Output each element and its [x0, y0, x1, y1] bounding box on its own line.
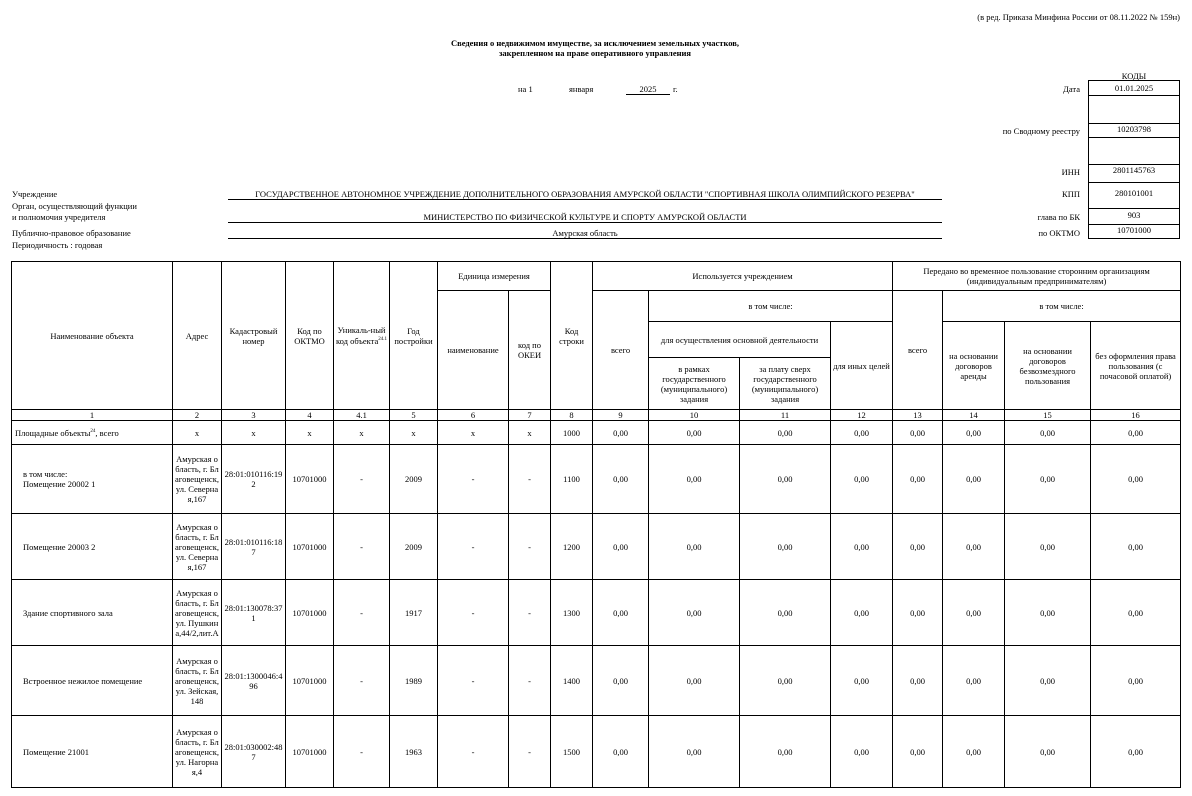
value-cell: 0,00 [740, 580, 831, 646]
value-cell: 0,00 [1091, 646, 1181, 716]
row-prefix: в том числе: [23, 469, 68, 479]
date-month: января [569, 84, 594, 94]
total-cell: 0,00 [831, 421, 893, 445]
value-cell: 0,00 [943, 514, 1005, 580]
col-number: 13 [893, 410, 943, 421]
codes-value-inn: 2801145763 [1088, 164, 1180, 183]
value-cell: 0,00 [649, 716, 740, 788]
header-oktmo: Код по ОКТМО [286, 262, 334, 410]
codes-value-date: 01.01.2025 [1088, 80, 1180, 96]
total-cell: 1000 [551, 421, 593, 445]
value-cell: 0,00 [1091, 445, 1181, 514]
unit-name-cell: - [438, 716, 509, 788]
address-cell: Амурская область, г. Благовещенск, ул. Пушкина,44/2,лит.А [173, 580, 222, 646]
address-cell: Амурская область, г. Благовещенск, ул. Зейская, 148 [173, 646, 222, 716]
col-number: 1 [12, 410, 173, 421]
cadastral-cell: 28:01:010116:187 [222, 514, 286, 580]
value-cell: 0,00 [893, 445, 943, 514]
value-cell: 0,00 [1005, 580, 1091, 646]
founder-label-2: и полномочия учредителя [12, 212, 106, 222]
value-cell: 0,00 [831, 445, 893, 514]
total-row-name-text: Площадные объекты [15, 427, 91, 438]
codes-spacer-2 [1088, 137, 1180, 165]
header-unique-code-text: Уникаль-ный код объекта [335, 325, 386, 346]
edition-note: (в ред. Приказа Минфина России от 08.11.2022 № 159н) [977, 12, 1180, 22]
year-cell: 1963 [390, 716, 438, 788]
oktmo-cell: 10701000 [286, 716, 334, 788]
total-row-sup: 24 [90, 429, 96, 435]
object-name: Помещение 20002 1 [23, 479, 96, 489]
header-used-incl: в том числе: [649, 291, 893, 322]
oktmo-cell: 10701000 [286, 514, 334, 580]
col-number: 8 [551, 410, 593, 421]
total-cell: х [334, 421, 390, 445]
row-code-cell: 1100 [551, 445, 593, 514]
col-number: 9 [593, 410, 649, 421]
value-cell: 0,00 [740, 716, 831, 788]
header-free: на основании договоров безвозмездного пользования [1005, 322, 1091, 410]
year-cell: 1989 [390, 646, 438, 716]
codes-label-oktmo: по ОКТМО [1038, 228, 1080, 238]
header-main-activity: для осуществления основной деятельности [649, 322, 831, 358]
founder-value: МИНИСТЕРСТВО ПО ФИЗИЧЕСКОЙ КУЛЬТУРЕ И СПОРТУ АМУРСКОЙ ОБЛАСТИ [228, 212, 942, 223]
value-cell: 0,00 [831, 646, 893, 716]
col-number: 11 [740, 410, 831, 421]
form-title-line-2: закрепленном на праве оперативного управления [499, 48, 691, 58]
header-tr-total: всего [893, 291, 943, 410]
value-cell: 0,00 [593, 445, 649, 514]
total-cell: х [173, 421, 222, 445]
value-cell: 0,00 [649, 445, 740, 514]
value-cell: 0,00 [943, 580, 1005, 646]
institution-value: ГОСУДАРСТВЕННОЕ АВТОНОМНОЕ УЧРЕЖДЕНИЕ ДОПОЛНИТЕЛЬНОГО ОБРАЗОВАНИЯ АМУРСКОЙ ОБЛАСТИ "СПОРТИВНАЯ ШКОЛА ОЛИМПИЙСКОГО РЕЗЕРВА" [228, 189, 942, 200]
value-cell: 0,00 [1091, 580, 1181, 646]
okei-cell: - [509, 514, 551, 580]
row-code-cell: 1300 [551, 580, 593, 646]
codes-value-registry: 10203798 [1088, 123, 1180, 138]
total-row-name [12, 421, 173, 445]
header-year: Год постройки [390, 262, 438, 410]
date-suffix: г. [673, 84, 678, 94]
total-cell: 0,00 [649, 421, 740, 445]
header-other: для иных целей [831, 322, 893, 410]
codes-value-kpp: 280101001 [1088, 182, 1180, 209]
col-number: 14 [943, 410, 1005, 421]
header-unit-name: наименование [438, 291, 509, 410]
oktmo-cell: 10701000 [286, 445, 334, 514]
value-cell: 0,00 [831, 580, 893, 646]
codes-value-bk: 903 [1088, 208, 1180, 225]
col-number: 2 [173, 410, 222, 421]
total-row [12, 421, 1181, 445]
object-name: Встроенное нежилое помещение [23, 675, 143, 686]
total-cell: 0,00 [1005, 421, 1091, 445]
codes-label-kpp: КПП [1062, 189, 1080, 199]
okei-cell: - [509, 646, 551, 716]
okei-cell: - [509, 580, 551, 646]
cadastral-cell: 28:01:010116:192 [222, 445, 286, 514]
table-row [12, 646, 1181, 716]
table-row [12, 716, 1181, 788]
object-name: Помещение 21001 [23, 746, 89, 757]
cadastral-cell: 28:01:130078:371 [222, 580, 286, 646]
public-entity-label: Публично-правовое образование [12, 228, 131, 238]
unique-code-cell: - [334, 580, 390, 646]
value-cell: 0,00 [1091, 514, 1181, 580]
unit-name-cell: - [438, 514, 509, 580]
total-cell: х [286, 421, 334, 445]
property-table [11, 261, 1181, 788]
header-unique-code [334, 262, 390, 410]
address-cell: Амурская область, г. Благовещенск, ул. Северная,167 [173, 514, 222, 580]
col-number: 4 [286, 410, 334, 421]
value-cell: 0,00 [649, 646, 740, 716]
header-used: Используется учреждением [593, 262, 893, 291]
institution-label: Учреждение [12, 189, 58, 199]
header-cadastral: Кадастровый номер [222, 262, 286, 410]
value-cell: 0,00 [943, 445, 1005, 514]
unit-name-cell: - [438, 445, 509, 514]
value-cell: 0,00 [943, 646, 1005, 716]
oktmo-cell: 10701000 [286, 580, 334, 646]
table-row [12, 580, 1181, 646]
col-number: 3 [222, 410, 286, 421]
value-cell: 0,00 [831, 514, 893, 580]
header-unique-code-sup: 24.1 [378, 337, 388, 343]
unique-code-cell: - [334, 445, 390, 514]
col-number: 5 [390, 410, 438, 421]
object-name-cell [12, 716, 173, 788]
public-entity-value: Амурская область [228, 228, 942, 239]
value-cell: 0,00 [1005, 716, 1091, 788]
header-name: Наименование объекта [12, 262, 173, 410]
row-code-cell: 1400 [551, 646, 593, 716]
value-cell: 0,00 [893, 514, 943, 580]
col-number: 10 [649, 410, 740, 421]
unique-code-cell: - [334, 716, 390, 788]
object-name-cell [12, 514, 173, 580]
unit-name-cell: - [438, 646, 509, 716]
value-cell: 0,00 [1091, 716, 1181, 788]
address-cell: Амурская область, г. Благовещенск, ул. Нагорная,4 [173, 716, 222, 788]
header-unit: Единица измерения [438, 262, 551, 291]
date-year: 2025 [626, 84, 670, 95]
value-cell: 0,00 [893, 580, 943, 646]
value-cell: 0,00 [893, 646, 943, 716]
header-paid-over: за плату сверх государственного (муниципального) задания [740, 358, 831, 410]
col-number: 15 [1005, 410, 1091, 421]
value-cell: 0,00 [943, 716, 1005, 788]
total-cell: х [438, 421, 509, 445]
year-cell: 2009 [390, 514, 438, 580]
header-tr-incl: в том числе: [943, 291, 1181, 322]
total-cell: 0,00 [593, 421, 649, 445]
cadastral-cell: 28:01:030002:487 [222, 716, 286, 788]
table-row [12, 445, 1181, 514]
col-number: 12 [831, 410, 893, 421]
row-code-cell: 1500 [551, 716, 593, 788]
codes-label-date: Дата [1063, 84, 1080, 94]
year-cell: 2009 [390, 445, 438, 514]
value-cell: 0,00 [1005, 445, 1091, 514]
value-cell: 0,00 [1005, 646, 1091, 716]
founder-label-1: Орган, осуществляющий функции [12, 201, 137, 211]
header-used-total: всего [593, 291, 649, 410]
total-cell: х [390, 421, 438, 445]
unique-code-cell: - [334, 646, 390, 716]
col-number: 4.1 [334, 410, 390, 421]
total-cell: 0,00 [740, 421, 831, 445]
header-no-rights: без оформления права пользования (с почасовой оплатой) [1091, 322, 1181, 410]
header-address: Адрес [173, 262, 222, 410]
total-row-name-tail: , всего [95, 427, 119, 438]
value-cell: 0,00 [593, 646, 649, 716]
year-cell: 1917 [390, 580, 438, 646]
value-cell: 0,00 [593, 716, 649, 788]
header-rent: на основании договоров аренды [943, 322, 1005, 410]
object-name: Помещение 20003 2 [23, 541, 96, 552]
header-transferred: Передано во временное пользование сторонним организациям (индивидуальным предпринимателям) [893, 262, 1181, 291]
object-name-cell [12, 646, 173, 716]
codes-header: КОДЫ [1121, 71, 1147, 81]
value-cell: 0,00 [740, 646, 831, 716]
codes-label-bk: глава по БК [1037, 212, 1080, 222]
codes-spacer-1 [1088, 95, 1180, 124]
okei-cell: - [509, 445, 551, 514]
object-name-cell [12, 445, 173, 514]
value-cell: 0,00 [593, 580, 649, 646]
unit-name-cell: - [438, 580, 509, 646]
value-cell: 0,00 [740, 514, 831, 580]
value-cell: 0,00 [740, 445, 831, 514]
row-code-cell: 1200 [551, 514, 593, 580]
header-row-code: Код строки [551, 262, 593, 410]
col-number: 7 [509, 410, 551, 421]
unique-code-cell: - [334, 514, 390, 580]
total-cell: 0,00 [943, 421, 1005, 445]
total-cell: 0,00 [893, 421, 943, 445]
value-cell: 0,00 [649, 514, 740, 580]
value-cell: 0,00 [1005, 514, 1091, 580]
total-cell: 0,00 [1091, 421, 1181, 445]
object-name-cell [12, 580, 173, 646]
oktmo-cell: 10701000 [286, 646, 334, 716]
cadastral-cell: 28:01:1300046:496 [222, 646, 286, 716]
date-prefix: на 1 [518, 84, 533, 94]
header-within-task: в рамках государственного (муниципального) задания [649, 358, 740, 410]
object-name: Здание спортивного зала [23, 607, 113, 618]
value-cell: 0,00 [831, 716, 893, 788]
header-unit-okei: код по ОКЕИ [509, 291, 551, 410]
col-number: 6 [438, 410, 509, 421]
codes-label-inn: ИНН [1061, 167, 1080, 177]
data-rows [12, 445, 1181, 788]
value-cell: 0,00 [893, 716, 943, 788]
periodicity-label: Периодичность : годовая [12, 240, 103, 250]
col-number: 16 [1091, 410, 1181, 421]
total-cell: х [509, 421, 551, 445]
form-title-line-1: Сведения о недвижимом имуществе, за исключением земельных участков, [450, 38, 740, 48]
codes-label-registry: по Сводному реестру [1002, 126, 1080, 136]
table-row [12, 514, 1181, 580]
value-cell: 0,00 [593, 514, 649, 580]
total-cell: х [222, 421, 286, 445]
codes-value-oktmo: 10701000 [1088, 224, 1180, 239]
okei-cell: - [509, 716, 551, 788]
address-cell: Амурская область, г. Благовещенск, ул. Северная,167 [173, 445, 222, 514]
column-numbers-row [12, 410, 1181, 421]
value-cell: 0,00 [649, 580, 740, 646]
